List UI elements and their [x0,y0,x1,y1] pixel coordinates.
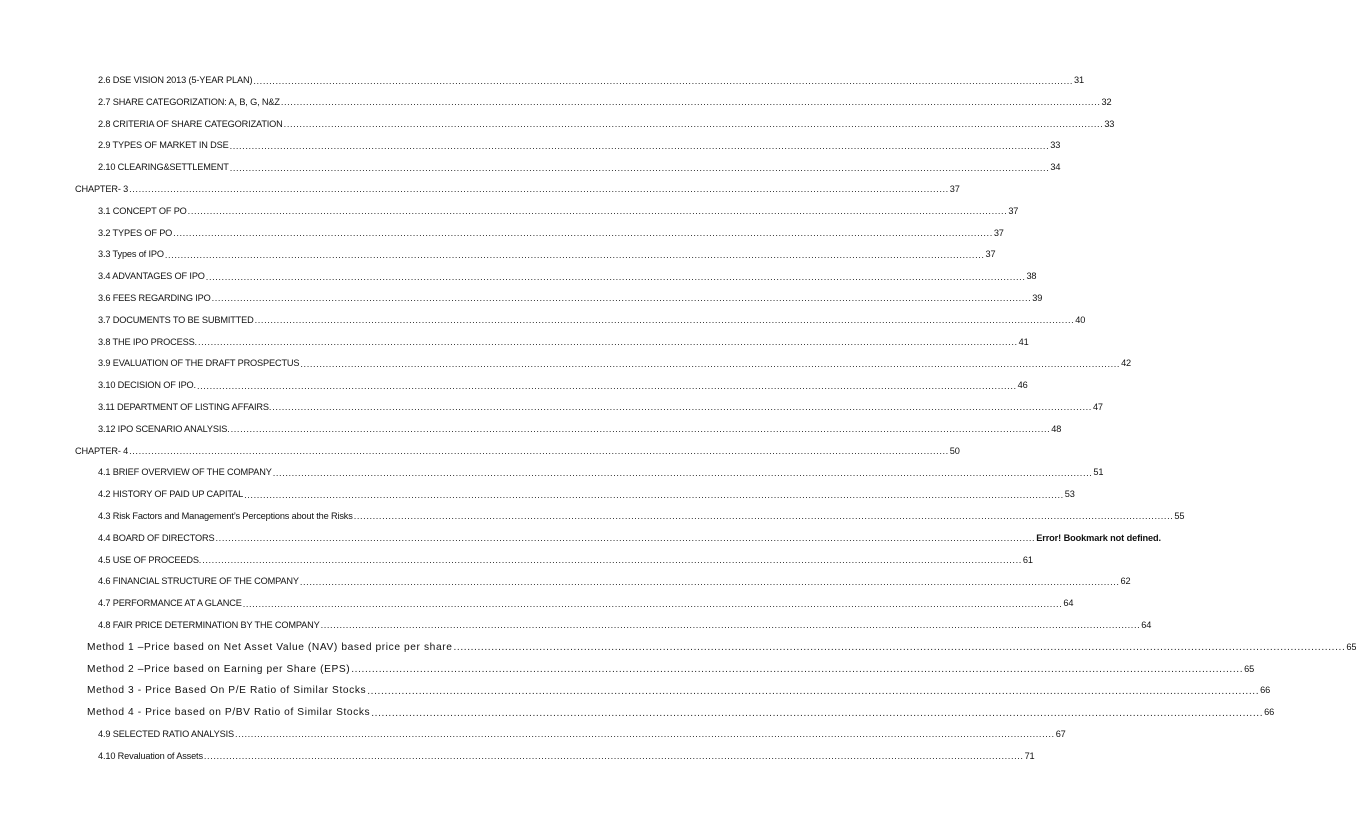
dot-leader: .................................................................................................................................................................................................................................................................... [453,642,1346,654]
dot-leader: .................................................................................................................................................................................................................................................................... [242,598,1063,609]
toc-entry-page-number[interactable]: 33 [1049,135,1060,157]
toc-entry[interactable] [0,353,1131,375]
toc-entry-line [98,397,1103,419]
toc-entry-title[interactable]: 2.8 CRITERIA OF SHARE CATEGORIZATION [98,114,284,136]
toc-entry-line [98,114,1115,136]
dot-leader: .................................................................................................................................................................................................................................................................... [253,75,1074,86]
toc-entry[interactable] [0,441,960,463]
toc-entry[interactable] [0,332,1029,354]
dot-leader: .................................................................................................................................................................................................................................................................... [203,751,1024,762]
dot-leader: .................................................................................................................................................................................................................................................................... [187,206,1008,217]
dot-leader: .................................................................................................................................................................................................................................................................... [351,664,1244,676]
dot-leader: .................................................................................................................................................................................................................................................................... [196,380,1017,391]
toc-entry-title[interactable]: 3.1 CONCEPT OF PO [98,201,188,223]
toc-entry[interactable] [0,397,1103,419]
toc-entry-line [98,135,1061,157]
toc-entry-title[interactable]: 2.6 DSE VISION 2013 (5-YEAR PLAN) [98,70,253,92]
toc-entry-page-number[interactable]: 66 [1263,702,1274,724]
toc-entry-line [98,244,996,266]
dot-leader: .................................................................................................................................................................................................................................................................... [197,337,1018,348]
table-of-contents [0,70,1356,768]
toc-entry-title[interactable]: 4.4 BOARD OF DIRECTORS [98,528,216,550]
toc-entry-line [87,637,1356,659]
toc-entry[interactable] [0,135,1061,157]
toc-entry-page-number[interactable]: 37 [993,223,1004,245]
toc-entry[interactable] [0,157,1061,179]
dot-leader: .................................................................................................................................................................................................................................................................... [173,228,993,239]
toc-entry-title[interactable]: 4.3 Risk Factors and Management’s Perceptions about the Risks [98,506,354,528]
dot-leader: .................................................................................................................................................................................................................................................................... [205,271,1026,282]
toc-entry-line [98,201,1019,223]
toc-entry-line [98,506,1185,528]
toc-entry-page-number[interactable]: 55 [1173,506,1184,528]
toc-entry-page-number[interactable]: 48 [1050,419,1061,441]
dot-leader: .................................................................................................................................................................................................................................................................... [283,119,1104,130]
dot-leader: .................................................................................................................................................................................................................................................................... [202,555,1022,566]
toc-entry-title[interactable]: 3.12 IPO SCENARIO ANALYSIS. [98,419,231,441]
toc-entry-title[interactable]: 4.9 SELECTED RATIO ANALYSIS [98,724,235,746]
toc-entry[interactable] [0,550,1033,572]
toc-entry-page-number[interactable]: 64 [1062,593,1073,615]
dot-leader: .................................................................................................................................................................................................................................................................... [280,97,1101,108]
toc-entry-line [98,223,1004,245]
toc-entry[interactable] [0,310,1086,332]
toc-entry[interactable] [0,506,1185,528]
dot-leader: .................................................................................................................................................................................................................................................................... [229,162,1050,173]
toc-entry-line [98,484,1075,506]
toc-entry-line [98,724,1066,746]
toc-entry-page-number[interactable]: 37 [949,179,960,201]
toc-entry[interactable] [0,375,1028,397]
toc-entry-line [98,70,1084,92]
toc-entry-line [98,288,1043,310]
dot-leader: .................................................................................................................................................................................................................................................................... [211,293,1032,304]
toc-entry-line [75,441,960,463]
toc-entry-title[interactable]: 2.9 TYPES OF MARKET IN DSE [98,135,230,157]
toc-entry[interactable] [0,528,1162,550]
dot-leader: .................................................................................................................................................................................................................................................................... [254,315,1075,326]
toc-entry-title[interactable]: 2.7 SHARE CATEGORIZATION: A, B, G, N&Z [98,92,281,114]
toc-entry-line [98,375,1028,397]
toc-entry-page-number[interactable]: 37 [985,244,996,266]
toc-entry-title[interactable]: CHAPTER- 4 [75,441,129,463]
toc-entry-title[interactable]: 4.10 Revaluation of Assets [98,746,204,768]
toc-entry[interactable] [0,659,1255,681]
toc-entry[interactable] [0,702,1275,724]
toc-entry-line [98,353,1131,375]
toc-entry[interactable] [0,92,1112,114]
dot-leader: .................................................................................................................................................................................................................................................................... [272,402,1092,413]
toc-entry-line [98,571,1131,593]
toc-entry-page-number[interactable]: 53 [1064,484,1075,506]
toc-entry-page-number[interactable]: 65 [1243,659,1254,681]
toc-entry[interactable] [0,266,1037,288]
toc-entry-page-number[interactable]: 51 [1092,462,1103,484]
toc-entry-line [98,310,1086,332]
dot-leader: .................................................................................................................................................................................................................................................................... [353,511,1174,522]
dot-leader: .................................................................................................................................................................................................................................................................... [129,184,949,195]
toc-entry[interactable] [0,593,1074,615]
dot-leader: .................................................................................................................................................................................................................................................................... [299,576,1120,587]
toc-entry-title[interactable]: 3.8 THE IPO PROCESS. [98,332,198,354]
toc-entry[interactable] [0,201,1019,223]
dot-leader: .................................................................................................................................................................................................................................................................... [230,424,1051,435]
toc-entry-page-number[interactable]: 61 [1022,550,1033,572]
dot-leader: .................................................................................................................................................................................................................................................................... [367,685,1260,697]
toc-entry-page-number[interactable]: 64 [1140,615,1151,637]
toc-entry-title[interactable]: 3.2 TYPES OF PO [98,223,173,245]
toc-entry[interactable] [0,724,1066,746]
dot-leader: .................................................................................................................................................................................................................................................................... [371,707,1264,719]
toc-entry-title[interactable]: Method 1 –Price based on Net Asset Value (NAV) based price per share [87,637,453,659]
toc-entry-title[interactable]: 4.7 PERFORMANCE AT A GLANCE [98,593,243,615]
toc-entry-page-number[interactable]: 66 [1259,680,1270,702]
dot-leader: .................................................................................................................................................................................................................................................................... [215,533,1036,544]
toc-entry-title[interactable]: 3.6 FEES REGARDING IPO [98,288,212,310]
toc-entry-title[interactable]: 3.7 DOCUMENTS TO BE SUBMITTED [98,310,255,332]
toc-entry-page-number[interactable]: 42 [1120,353,1131,375]
toc-entry-page-number[interactable]: 46 [1017,375,1028,397]
toc-entry[interactable] [0,462,1104,484]
toc-entry-page-number[interactable]: 31 [1073,70,1084,92]
toc-entry-page-number[interactable]: 38 [1025,266,1036,288]
toc-entry[interactable] [0,288,1043,310]
toc-entry-page-number[interactable]: 40 [1074,310,1085,332]
toc-entry[interactable] [0,615,1152,637]
toc-entry-page-number[interactable]: 33 [1103,114,1114,136]
toc-entry-page-number[interactable]: 41 [1018,332,1029,354]
toc-entry[interactable] [0,637,1356,659]
toc-entry-line [98,462,1104,484]
toc-entry-title[interactable]: Method 2 –Price based on Earning per Share (EPS) [87,659,351,681]
toc-entry[interactable] [0,419,1062,441]
toc-entry-title[interactable]: 3.3 Types of IPO [98,244,165,266]
toc-entry-error[interactable]: Error! Bookmark not defined. [1035,528,1161,550]
toc-entry[interactable] [0,179,960,201]
toc-entry[interactable] [0,484,1075,506]
toc-entry-line [98,92,1112,114]
toc-entry-title[interactable]: Method 3 - Price Based On P/E Ratio of Similar Stocks [87,680,367,702]
dot-leader: .................................................................................................................................................................................................................................................................... [272,467,1093,478]
toc-entry-page-number[interactable]: 39 [1031,288,1042,310]
toc-entry-line [98,419,1062,441]
toc-entry-page-number[interactable]: 50 [949,441,960,463]
dot-leader: .................................................................................................................................................................................................................................................................... [320,620,1141,631]
toc-entry-page-number[interactable]: 32 [1101,92,1112,114]
toc-entry-page-number[interactable]: 65 [1345,637,1356,659]
toc-entry-title[interactable]: 4.5 USE OF PROCEEDS. [98,550,202,572]
dot-leader: .................................................................................................................................................................................................................................................................... [129,446,949,457]
toc-entry-page-number[interactable]: 37 [1007,201,1018,223]
toc-entry-line [98,593,1074,615]
toc-entry[interactable] [0,70,1084,92]
toc-entry-title[interactable]: 3.9 EVALUATION OF THE DRAFT PROSPECTUS [98,353,300,375]
toc-entry-line [75,179,960,201]
toc-entry-title[interactable]: CHAPTER- 3 [75,179,129,201]
toc-entry-title[interactable]: 4.1 BRIEF OVERVIEW OF THE COMPANY [98,462,273,484]
toc-entry[interactable] [0,114,1115,136]
toc-entry[interactable] [0,244,996,266]
toc-entry[interactable] [0,223,1004,245]
toc-entry-title[interactable]: 4.6 FINANCIAL STRUCTURE OF THE COMPANY [98,571,300,593]
toc-entry-title[interactable]: 4.2 HISTORY OF PAID UP CAPITAL [98,484,244,506]
toc-entry[interactable] [0,680,1271,702]
toc-entry[interactable] [0,571,1131,593]
toc-entry-title[interactable]: 3.11 DEPARTMENT OF LISTING AFFAIRS. [98,397,272,419]
dot-leader: .................................................................................................................................................................................................................................................................... [300,358,1121,369]
toc-entry-line [98,746,1035,768]
toc-entry-page-number[interactable]: 47 [1092,397,1103,419]
toc-entry-title[interactable]: 3.10 DECISION OF IPO. [98,375,197,397]
toc-entry-line [98,550,1033,572]
toc-entry-line [98,266,1037,288]
dot-leader: .................................................................................................................................................................................................................................................................... [235,729,1055,740]
toc-entry-page-number[interactable]: 67 [1055,724,1066,746]
toc-entry-line [98,332,1029,354]
toc-entry-page-number[interactable]: 34 [1049,157,1060,179]
toc-entry-line [98,615,1152,637]
dot-leader: .................................................................................................................................................................................................................................................................... [229,140,1050,151]
dot-leader: .................................................................................................................................................................................................................................................................... [164,249,985,260]
toc-entry-line [98,528,1162,550]
toc-entry[interactable] [0,746,1035,768]
toc-entry-title[interactable]: 4.8 FAIR PRICE DETERMINATION BY THE COMPANY [98,615,321,637]
dot-leader: .................................................................................................................................................................................................................................................................... [244,489,1064,500]
toc-entry-line [87,659,1255,681]
toc-entry-title[interactable]: 3.4 ADVANTAGES OF IPO [98,266,206,288]
toc-entry-line [98,157,1061,179]
toc-entry-page-number[interactable]: 62 [1120,571,1131,593]
toc-entry-line [87,680,1271,702]
toc-entry-page-number[interactable]: 71 [1024,746,1035,768]
toc-entry-title[interactable]: 2.10 CLEARING&SETTLEMENT [98,157,230,179]
toc-entry-title[interactable]: Method 4 - Price based on P/BV Ratio of Similar Stocks [87,702,371,724]
toc-entry-line [87,702,1275,724]
